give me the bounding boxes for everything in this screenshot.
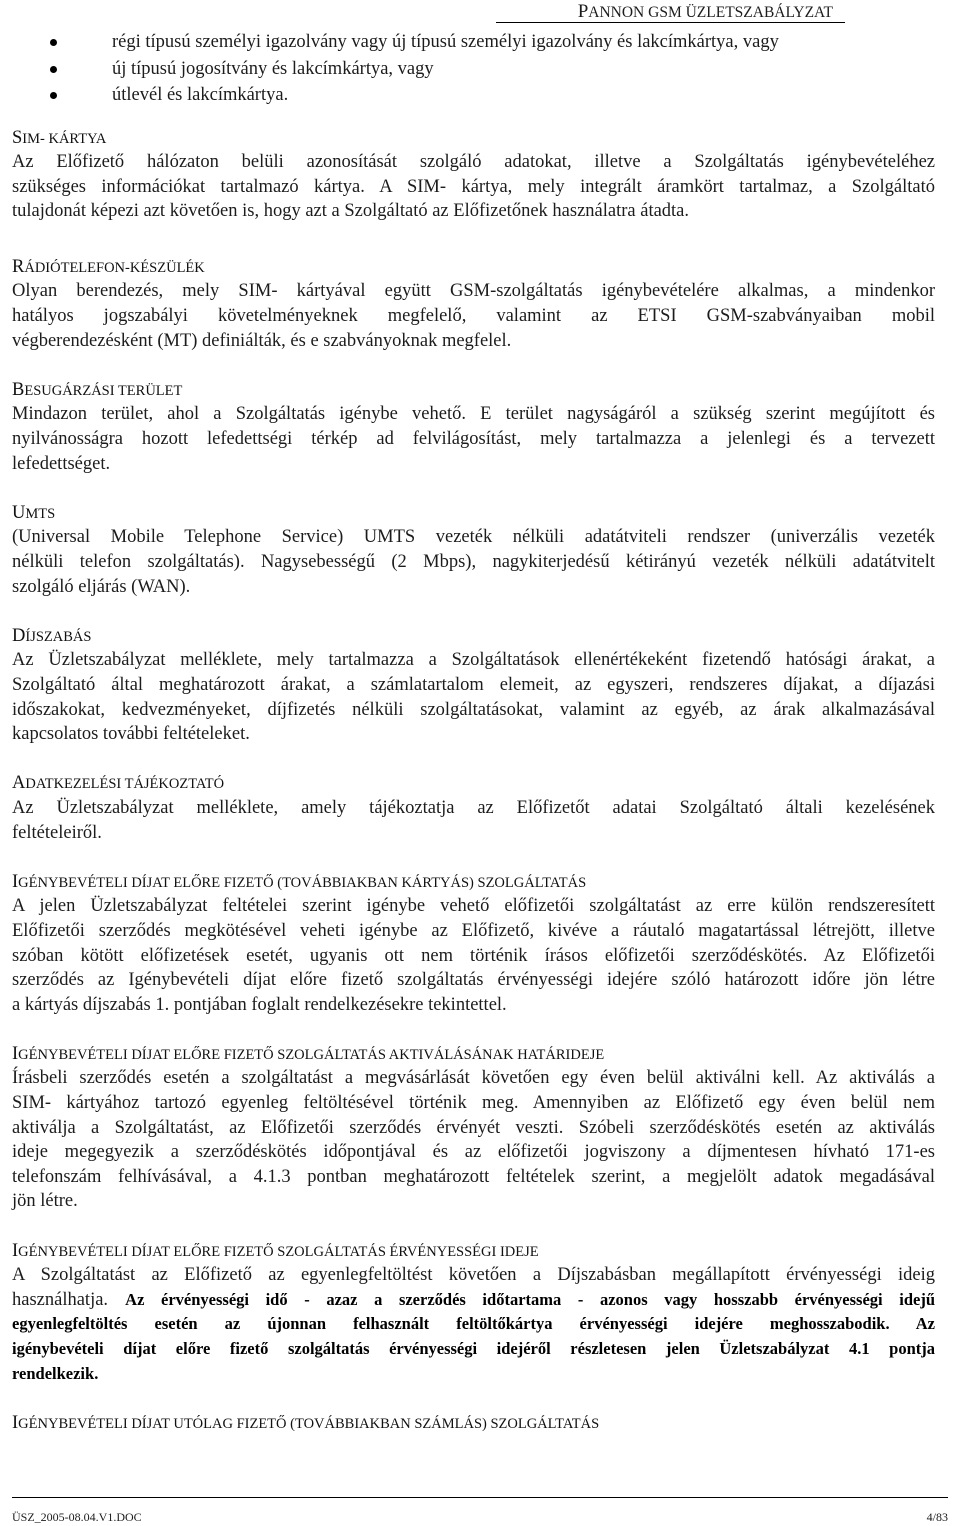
paragraph-line: kapcsolatos további feltételeket. <box>12 724 250 745</box>
paragraph-line: szóban kötött előfizetések esetét, ugyanis ott nem történik írásos előfizetői szerződéskötés. Az Előfizetői <box>12 945 935 966</box>
definition-section <box>12 126 935 224</box>
bullet-dot-icon <box>50 66 57 73</box>
paragraph-line: SIM- kártyához tartozó egyenleg feltöltésével történik meg. Amennyiben az Előfizető egy éven belül nem <box>12 1093 935 1114</box>
paragraph-line: A Szolgáltatást az Előfizető az egyenlegfeltöltést követően a Díjszabásban megállapított érvényességi ideig <box>12 1265 935 1286</box>
section-heading: UMTS <box>12 502 56 523</box>
section-heading: IGÉNYBEVÉTELI DÍJAT UTÓLAG FIZETŐ (TOVÁBBIAKBAN SZÁMLÁS) SZOLGÁLTATÁS <box>12 1412 600 1433</box>
paragraph-line: jön létre. <box>12 1191 78 1212</box>
paragraph-line: szolgáló eljárás (WAN). <box>12 576 191 597</box>
paragraph-line: lefedettséget. <box>12 453 111 474</box>
definition-section <box>12 870 935 1018</box>
section-heading: BESUGÁRZÁSI TERÜLET <box>12 379 183 400</box>
bullet-text: útlevél és lakcímkártya. <box>112 85 289 105</box>
bullet-text: régi típusú személyi igazolvány vagy új típusú személyi igazolvány és lakcímkártya, vagy <box>112 32 779 52</box>
emphasized-text: Az érvényességi idő - azaz a szerződés időtartama - azonos vagy hosszabb érvényességi idejű <box>125 1289 935 1309</box>
text-run: használhatja. <box>12 1289 126 1310</box>
paragraph-line: tulajdonát képezi azt követően is, hogy azt a Szolgáltató az Előfizetőnek használatra átadta. <box>12 201 690 222</box>
definition-section <box>12 1411 935 1436</box>
bullet-text: új típusú jogosítvány és lakcímkártya, vagy <box>112 58 434 79</box>
definition-section <box>12 771 935 845</box>
paragraph-line: A jelen Üzletszabályzat feltételei szerint igénybe vehető előfizetői szolgáltatást az erre külön rendszeresített <box>12 896 935 917</box>
paragraph-line: Az Üzletszabályzat melléklete, mely tartalmazza a Szolgáltatások ellenértékeként fizetendő hatósági árakat, a <box>12 650 935 671</box>
id-document-list <box>12 29 935 109</box>
paragraph-line: hatályos jogszabályi követelményeknek megfelelő, valamint az ETSI GSM-szabványaiban mobil <box>12 306 935 327</box>
section-heading: DÍJSZABÁS <box>12 625 92 646</box>
paragraph-line: nélküli telefon szolgáltatás). Nagysebességű (2 Mbps), nagykiterjedésű kétirányú vezeték nélküli adatátvitelt <box>12 552 935 572</box>
footer-page-number: 4/83 <box>926 1510 948 1524</box>
bullet-item <box>12 82 935 109</box>
bullet-item <box>12 56 935 83</box>
section-heading: IGÉNYBEVÉTELI DÍJAT ELŐRE FIZETŐ (TOVÁBBIAKBAN KÁRTYÁS) SZOLGÁLTATÁS <box>12 871 587 892</box>
paragraph-line: (Universal Mobile Telephone Service) UMTS vezeték nélküli adatátviteli rendszer (univerzális vezeték <box>12 527 935 548</box>
paragraph-line: Szolgáltató által meghatározott árakat, a számlatartalom elemeit, az egyszeri, rendszeres díjakat, a díjazási <box>12 674 935 695</box>
paragraph-line: szerződés az Igénybevételi díjat előre fizető szolgáltatás érvényességi idejére szóló határozott időre jön létre <box>12 970 935 991</box>
section-heading: IGÉNYBEVÉTELI DÍJAT ELŐRE FIZETŐ SZOLGÁLTATÁS ÉRVÉNYESSÉGI IDEJE <box>12 1240 539 1261</box>
paragraph-line: aktiválja a Szolgáltatást, az Előfizetői szerződés érvényét veszti. Szóbeli szerződéskötés esetén az aktiválás <box>12 1117 935 1138</box>
paragraph-line <box>12 1312 935 1337</box>
page-footer <box>12 1497 948 1524</box>
paragraph-line: nyilvánosságra hozott lefedettségi térkép ad felvilágosítást, mely tartalmazza a jelenlegi és a tervezett <box>12 429 935 450</box>
running-header <box>496 1 845 23</box>
paragraph-line <box>12 1337 935 1362</box>
definition-section <box>12 624 935 747</box>
definition-section <box>12 1239 935 1387</box>
definition-section <box>12 378 935 476</box>
paragraph-line: Olyan berendezés, mely SIM- kártyával együtt GSM-szolgáltatás igénybevételére alkalmas, a mindenkor <box>12 281 935 302</box>
footer-file-name: ÜSZ_2005-08.04.V1.DOC <box>12 1510 142 1524</box>
paragraph-line: feltételeiről. <box>12 822 102 843</box>
emphasized-text: igénybevételi díjat előre fizető szolgáltatás érvényességi idejéről részletesen jelen Üzletszabályzat 4.1 pontja <box>12 1339 935 1358</box>
running-header-title: PANNON GSM ÜZLETSZABÁLYZAT <box>577 1 833 22</box>
bullet-item <box>12 29 935 56</box>
document-body <box>12 29 935 1435</box>
paragraph-line <box>12 1288 935 1313</box>
emphasized-text: rendelkezik. <box>12 1363 99 1383</box>
bullet-dot-icon <box>50 92 57 99</box>
definition-section <box>12 1042 935 1214</box>
section-heading: SIM- KÁRTYA <box>12 127 107 148</box>
paragraph-line: Írásbeli szerződés esetén a szolgáltatást a megvásárlását követően egy éven belül aktiválni kell. Az aktiválás a <box>12 1068 935 1089</box>
paragraph-line: Az Előfizető hálózaton belüli azonosítását szolgáló adatokat, illetve a Szolgáltatás igénybevételéhez <box>12 152 935 173</box>
definition-section <box>12 255 935 353</box>
emphasized-text: egyenlegfeltöltés esetén az újonnan felhasznált feltöltőkártya érvényességi idejére meghosszabodik. Az <box>12 1314 935 1334</box>
bullet-dot-icon <box>50 39 57 46</box>
definitions <box>12 126 935 1436</box>
section-heading: ADATKEZELÉSI TÁJÉKOZTATÓ <box>12 773 225 794</box>
paragraph-line <box>12 1362 935 1387</box>
paragraph-line: Előfizetői szerződés megkötésével veheti igénybe az Előfizető, kivéve a ráutaló magatartással létrejött, illetve <box>12 920 935 941</box>
paragraph-line: szükséges információkat tartalmazó kártya. A SIM- kártya, mely integrált áramkört tartalmaz, a Szolgáltató <box>12 176 935 197</box>
section-heading: RÁDIÓTELEFON-KÉSZÜLÉK <box>12 256 205 277</box>
paragraph-line: telefonszám felhívásával, a 4.1.3 pontban meghatározott feltételek szerint, a megjelölt adatok megadásával <box>12 1166 935 1187</box>
paragraph-line: időszakokat, kedvezményeket, díjfizetés nélküli szolgáltatásokat, valamint az egyéb, az árak alkalmazásával <box>12 699 935 720</box>
section-heading: IGÉNYBEVÉTELI DÍJAT ELŐRE FIZETŐ SZOLGÁLTATÁS AKTIVÁLÁSÁNAK HATÁRIDEJE <box>12 1043 605 1064</box>
paragraph-line: végberendezésként (MT) definiálták, és e szabványoknak megfelel. <box>12 330 512 351</box>
paragraph-line: Mindazon terület, ahol a Szolgáltatás igénybe vehető. E terület nagyságáról a szükség szerint megújított és <box>12 404 935 425</box>
paragraph-line: ideje megegyezik a szerződéskötés időpontjával és az előfizetői jogviszony a díjmentesen hívható 171-es <box>12 1142 935 1163</box>
paragraph-line: Az Üzletszabályzat melléklete, amely tájékoztatja az Előfizetőt adatai Szolgáltató általi kezelésének <box>12 797 935 818</box>
paragraph-line: a kártyás díjszabás 1. pontjában foglalt rendelkezésekre tekintettel. <box>12 994 507 1015</box>
definition-section <box>12 501 935 599</box>
